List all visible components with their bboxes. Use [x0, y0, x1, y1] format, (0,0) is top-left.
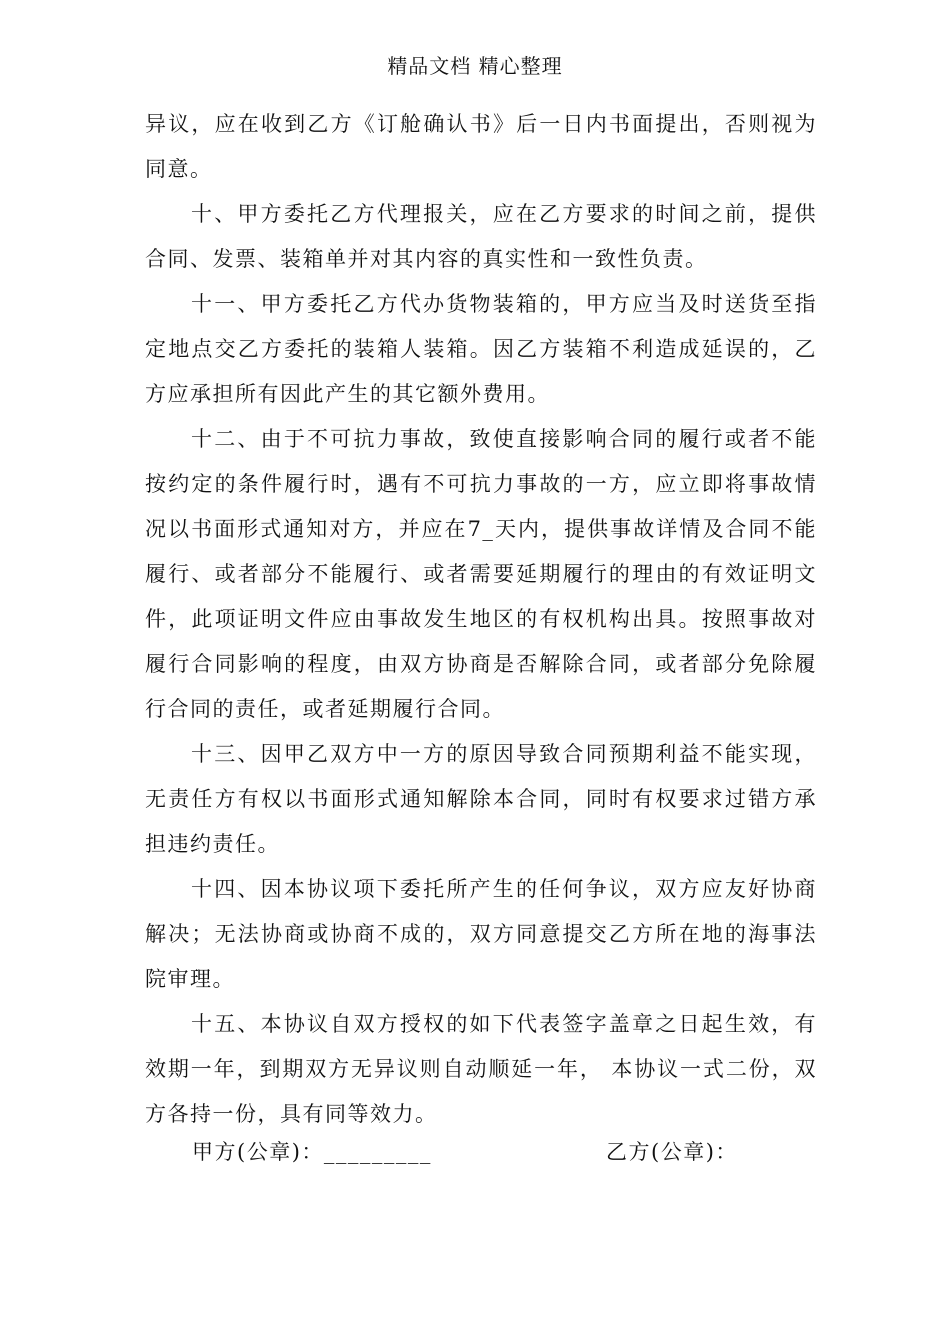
page-header: 精品文档 精心整理: [387, 54, 563, 78]
paragraph-clause-11: 十一、甲方委托乙方代办货物装箱的，甲方应当及时送货至指定地点交乙方委托的装箱人装箱。因乙方装箱不利造成延误的，乙方应承担所有因此产生的其它额外费用。: [145, 292, 817, 406]
paragraph-continuation: 异议，应在收到乙方《订舱确认书》后一日内书面提出，否则视为同意。: [145, 112, 817, 181]
paragraph-clause-15: 十五、本协议自双方授权的如下代表签字盖章之日起生效，有效期一年，到期双方无异议则自动顺延一年， 本协议一式二份，双方各持一份，具有同等效力。: [145, 1012, 817, 1126]
paragraph-clause-12: 十二、由于不可抗力事故，致使直接影响合同的履行或者不能按约定的条件履行时，遇有不可抗力事故的一方，应立即将事故情况以书面形式通知对方，并应在7_天内，提供事故详情及合同不能履行、或者部分不能履行、或者需要延期履行的理由的有效证明文件，此项证明文件应由事故发生地区的有权机构出具。按照事故对履行合同影响的程度，由双方协商是否解除合同，或者部分免除履行合同的责任，或者延期履行合同。: [145, 427, 817, 721]
document-body: [145, 102, 817, 1137]
party-a-seal-line: 甲方(公章)：_________: [192, 1140, 432, 1164]
party-b-seal-line: 乙方(公章)：: [606, 1140, 738, 1164]
paragraph-clause-10: 十、甲方委托乙方代理报关，应在乙方要求的时间之前，提供合同、发票、装箱单并对其内容的真实性和一致性负责。: [145, 202, 817, 271]
paragraph-clause-14: 十四、因本协议项下委托所产生的任何争议，双方应友好协商解决；无法协商或协商不成的，双方同意提交乙方所在地的海事法院审理。: [145, 877, 817, 991]
paragraph-clause-13: 十三、因甲乙双方中一方的原因导致合同预期利益不能实现，无责任方有权以书面形式通知解除本合同，同时有权要求过错方承担违约责任。: [145, 742, 817, 856]
